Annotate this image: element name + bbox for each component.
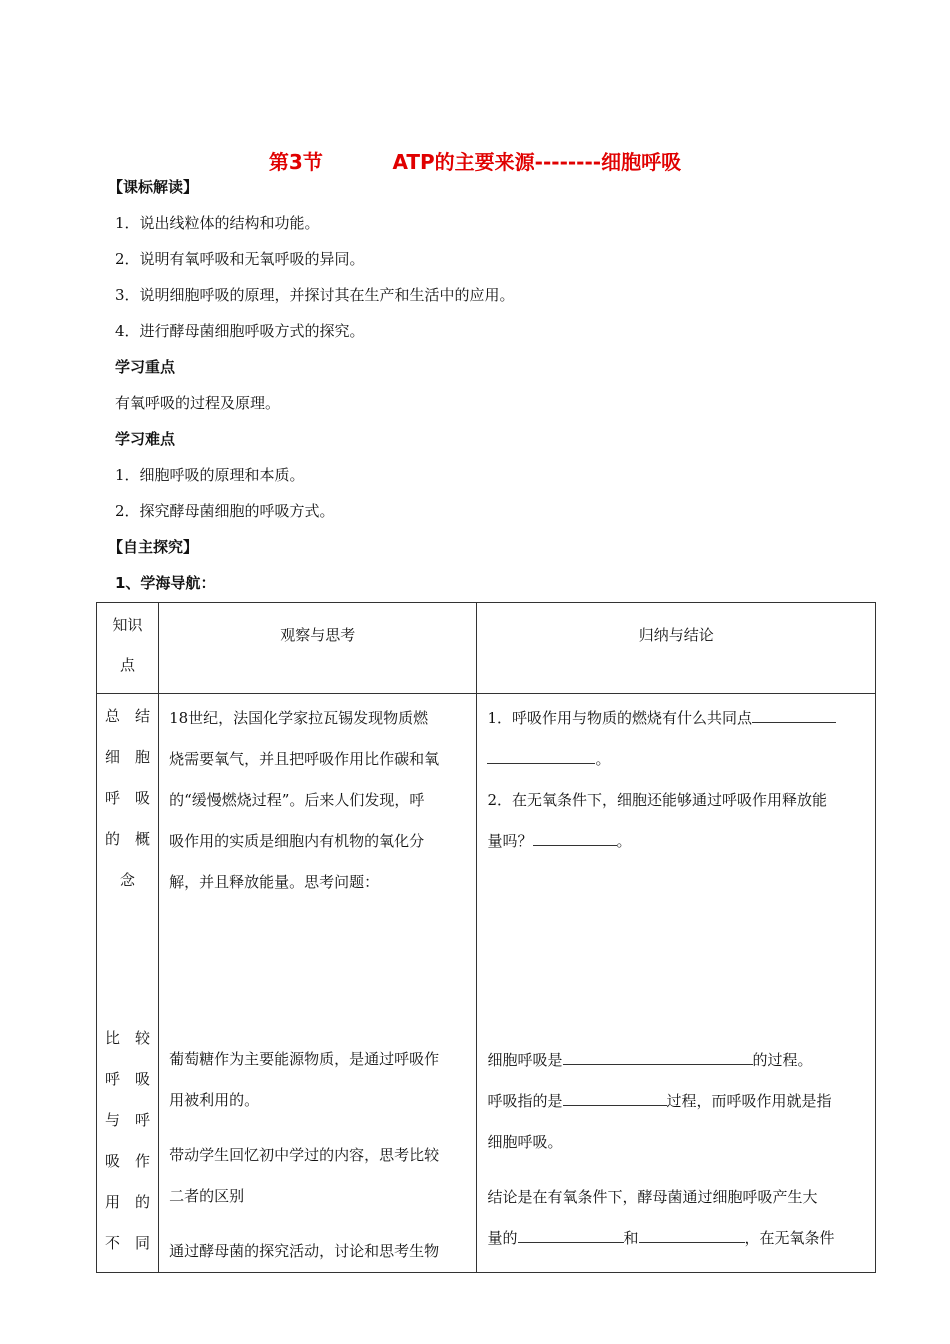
observe1-line: 的“缓慢燃烧过程”。后来人们发现，呼 [169,791,425,809]
conclude-q1: 1．呼吸作用与物质的燃烧有什么共同点 [487,709,753,727]
conclude-c3c: 和 [623,1229,639,1247]
header-topic-line2: 点 [120,656,136,674]
conclude-c2c: 细胞呼吸。 [487,1133,563,1151]
topic1-line: 总 结 [105,707,151,725]
zhongdian-heading: 学习重点 [115,358,176,376]
conclude-c1a: 细胞呼吸是 [487,1051,563,1069]
kebiao-item-1: 1．说出线粒体的结构和功能。 [115,214,320,232]
answer-blank[interactable] [752,708,836,723]
kebiao-item-3: 3．说明细胞呼吸的原理，并探讨其在生产和生活中的应用。 [115,286,515,304]
topic-cell [97,694,159,1273]
topic2-line: 用 的 [105,1193,151,1211]
observe-cell [159,694,477,1273]
observe2-line: 用被利用的。 [169,1091,260,1109]
conclude-c2a: 呼吸指的是 [487,1092,563,1110]
header-topic-line1: 知识 [112,616,143,634]
observe1-line: 18世纪，法国化学家拉瓦锡发现物质燃 [169,709,429,727]
table-header-row [97,603,876,694]
topic2-line: 不 同 [105,1234,151,1252]
nandian-heading: 学习难点 [115,430,176,448]
answer-blank[interactable] [518,1228,624,1243]
topic1-line: 呼 吸 [105,789,151,807]
conclude-c1b: 的过程。 [752,1051,813,1069]
zizhu-heading: 【自主探究】 [108,538,199,556]
answer-blank[interactable] [533,831,617,846]
conclude-c3d: ，在无氧条件 [744,1229,835,1247]
conclude-q2b: 量吗？ [487,832,533,850]
answer-blank[interactable] [487,749,595,764]
table-row [97,694,876,1273]
conclude-q2: 2．在无氧条件下，细胞还能够通过呼吸作用释放能 [487,791,828,809]
kebiao-item-4: 4．进行酵母菌细胞呼吸方式的探究。 [115,322,365,340]
observe1-line: 解，并且释放能量。思考问题： [169,873,380,891]
topic2-line: 吸 作 [105,1152,151,1170]
topic1-line: 细 胞 [105,748,151,766]
answer-blank[interactable] [639,1228,745,1243]
observe1-line: 烧需要氧气，并且把呼吸作用比作碳和氧 [169,750,440,768]
topic1-line: 念 [120,871,136,889]
answer-blank[interactable] [563,1050,753,1065]
zizhu-sub: 1、学海导航： [115,574,216,592]
zhongdian-text: 有氧呼吸的过程及原理。 [115,394,281,412]
header-cell-observe: 观察与思考 [159,603,477,694]
observe1-line: 吸作用的实质是细胞内有机物的氧化分 [169,832,425,850]
conclude-q1-end: 。 [595,750,611,768]
observe4-line: 通过酵母菌的探究活动，讨论和思考生物 [169,1242,440,1260]
conclude-q2-end: 。 [616,832,632,850]
observe3-line: 二者的区别 [169,1187,245,1205]
conclude-c3a: 结论是在有氧条件下，酵母菌通过细胞呼吸产生大 [487,1188,818,1206]
nandian-item-2: 2．探究酵母菌细胞的呼吸方式。 [115,502,335,520]
topic2-line: 比 较 [105,1029,151,1047]
topic2-line: 呼 吸 [105,1070,151,1088]
kebiao-heading: 【课标解读】 [108,178,199,196]
observe2-line: 葡萄糖作为主要能源物质，是通过呼吸作 [169,1050,440,1068]
topic2-line: 与 呼 [105,1111,151,1129]
nandian-item-1: 1．细胞呼吸的原理和本质。 [115,466,305,484]
page-title: 第3节 ATP的主要来源--------细胞呼吸 [268,150,682,174]
header-cell-conclude: 归纳与结论 [477,603,876,694]
conclude-cell [477,694,876,1273]
topic1-line: 的 概 [105,830,151,848]
observe3-line: 带动学生回忆初中学过的内容，思考比较 [169,1146,440,1164]
header-cell-topic [97,603,159,694]
conclude-c2b: 过程，而呼吸作用就是指 [666,1092,832,1110]
answer-blank[interactable] [563,1091,667,1106]
kebiao-item-2: 2．说明有氧呼吸和无氧呼吸的异同。 [115,250,365,268]
study-table [96,602,876,1273]
conclude-c3b: 量的 [487,1229,518,1247]
